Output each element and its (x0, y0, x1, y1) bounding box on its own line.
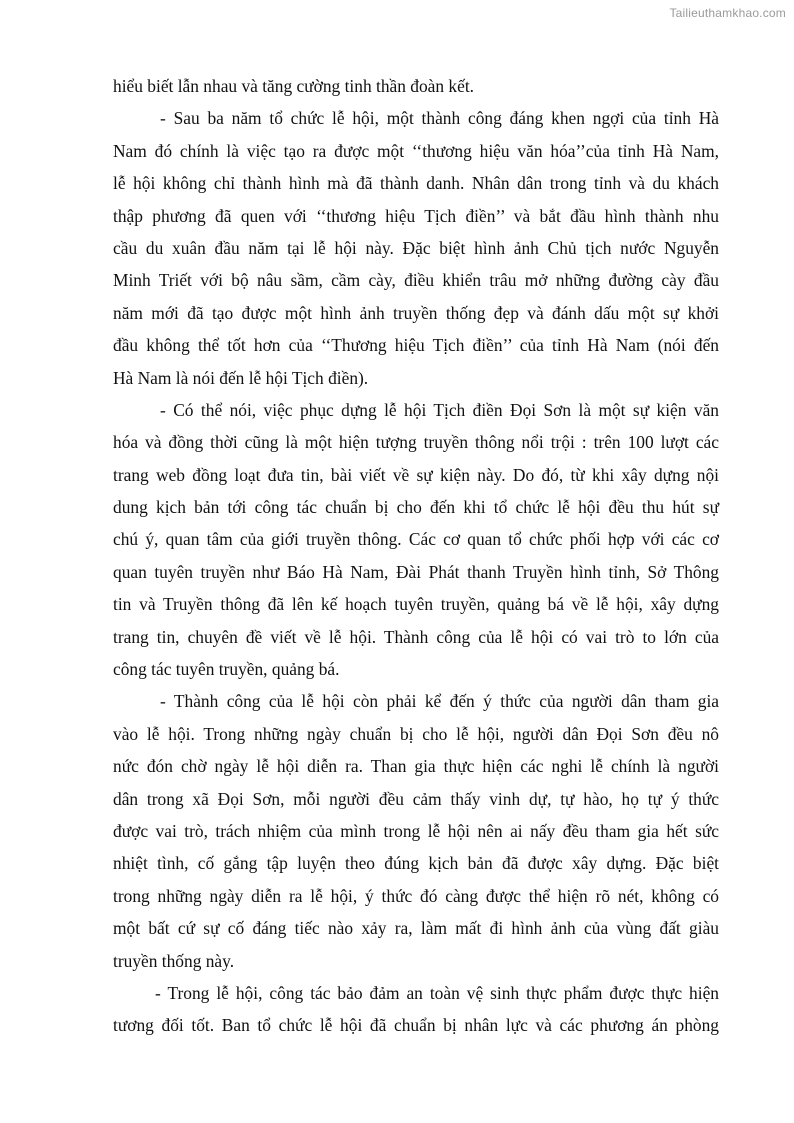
text-line: vào lễ hội. Trong những ngày chuẩn bị cho lễ hội, người dân Đọi Sơn đều nô (113, 723, 719, 744)
text-line: Nam đó chính là việc tạo ra được một ‘‘thương hiệu văn hóa’’của tỉnh Hà Nam, (113, 140, 719, 161)
paragraph (113, 977, 719, 1042)
text-line: quan tuyên truyền như Báo Hà Nam, Đài Phát thanh Truyền hình tỉnh, Sở Thông (113, 561, 719, 582)
paragraph (113, 70, 719, 102)
text-line: hiểu biết lẫn nhau và tăng cường tinh thần đoàn kết. (113, 76, 475, 96)
text-line: dung kịch bản tới công tác chuẩn bị cho đến khi tổ chức lễ hội đều thu hút sự (113, 497, 719, 518)
watermark-text: Tailieuthamkhao.com (669, 6, 786, 20)
text-line: đầu không thể tốt hơn của ‘‘Thương hiệu Tịch điền’’ của tỉnh Hà Nam (nói đến (113, 335, 719, 356)
text-line: - Thành công của lễ hội còn phải kể đến ý thức của người dân tham gia (160, 691, 719, 712)
text-line: tin và Truyền thông đã lên kế hoạch tuyên truyền, quảng bá về lễ hội, xây dựng (113, 594, 719, 615)
text-line: nức đón chờ ngày lễ hội diễn ra. Than gia thực hiện các nghi lễ chính là người (113, 756, 719, 777)
text-line: truyền thống này. (113, 950, 235, 971)
text-line: hóa và đồng thời cũng là một hiện tượng truyền thông nổi trội : trên 100 lượt các (113, 432, 719, 453)
text-line: Hà Nam là nói đến lễ hội Tịch điền). (113, 367, 369, 388)
text-line: chú ý, quan tâm của giới truyền thông. Các cơ quan tổ chức phối hợp với các cơ (113, 529, 719, 550)
text-line: - Có thể nói, việc phục dựng lễ hội Tịch điền Đọi Sơn là một sự kiện văn (160, 399, 719, 420)
text-line: thập phương đã quen với ‘‘thương hiệu Tịch điền’’ và bắt đầu hình thành nhu (113, 205, 719, 226)
text-line: cầu du xuân đầu năm tại lễ hội này. Đặc biệt hình ảnh Chủ tịch nước Nguyễn (113, 237, 719, 258)
text-line: - Sau ba năm tổ chức lễ hội, một thành công đáng khen ngợi của tỉnh Hà (160, 108, 719, 129)
text-line: một bất cứ sự cố đáng tiếc nào xảy ra, làm mất đi hình ảnh của vùng đất giàu (113, 918, 719, 939)
text-line: được vai trò, trách nhiệm của mình trong lễ hội nên ai nấy đều tham gia hết sức (113, 820, 719, 841)
paragraph (113, 102, 719, 394)
text-line: công tác tuyên truyền, quảng bá. (113, 659, 340, 680)
paragraph (113, 394, 719, 686)
text-line: nhiệt tình, cố gắng tập luyện theo đúng kịch bản đã được xây dựng. Đặc biệt (113, 853, 719, 874)
text-line: trong những ngày diễn ra lễ hội, ý thức đó càng được thể hiện rõ nét, không có (113, 885, 719, 906)
text-line: Minh Triết với bộ nâu sầm, cầm cày, điều khiển trâu mở những đường cày đầu (113, 270, 719, 291)
text-line: - Trong lễ hội, công tác bảo đảm an toàn vệ sinh thực phẩm được thực hiện (155, 982, 719, 1003)
document-body (113, 70, 719, 1042)
paragraph (113, 685, 719, 977)
text-line: dân trong xã Đọi Sơn, mỗi người đều cảm thấy vinh dự, tự hào, họ tự ý thức (113, 788, 719, 809)
text-line: trang web đồng loạt đưa tin, bài viết về sự kiện này. Do đó, từ khi xây dựng nội (113, 464, 719, 485)
text-line: trang tin, chuyên đề viết về lễ hội. Thành công của lễ hội có vai trò to lớn của (113, 626, 719, 647)
text-line: tương đối tốt. Ban tổ chức lễ hội đã chuẩn bị nhân lực và các phương án phòng (113, 1015, 719, 1036)
text-line: năm mới đã tạo được một hình ảnh truyền thống đẹp và đánh dấu một sự khởi (113, 302, 719, 323)
text-line: lễ hội không chỉ thành hình mà đã thành danh. Nhân dân trong tỉnh và du khách (113, 173, 719, 194)
